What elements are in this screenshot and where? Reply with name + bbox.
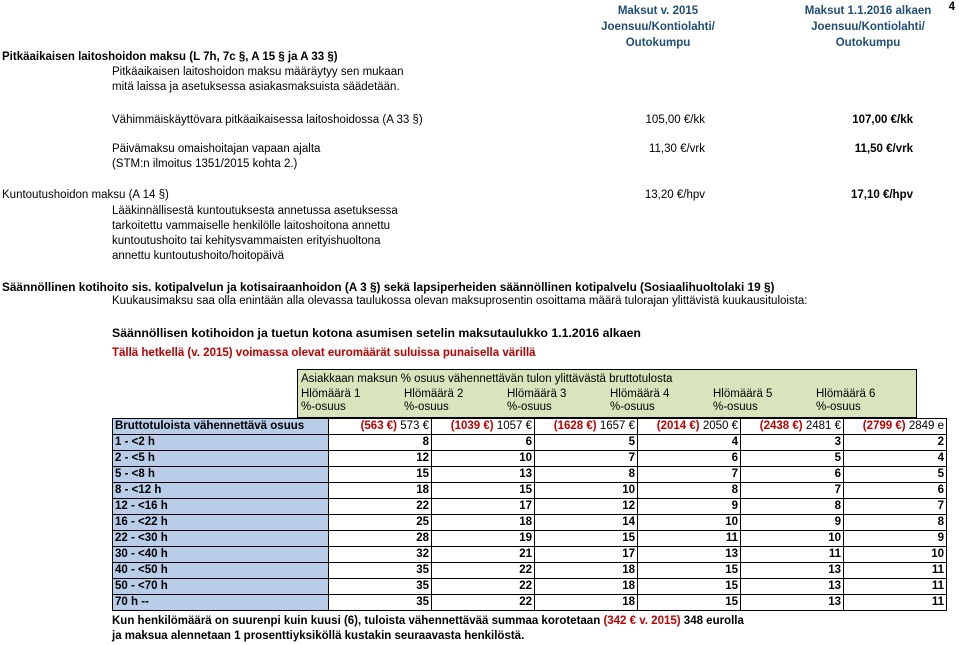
group-header xyxy=(713,388,772,414)
percent-cell: 4 xyxy=(638,435,741,451)
group-header xyxy=(507,388,566,414)
percent-cell: 11 xyxy=(638,531,741,547)
section-desc-line: mitä laissa ja asetuksessa asiakasmaksuista säädetään. xyxy=(112,81,400,93)
group-header-percent: %-osuus xyxy=(404,401,449,413)
percent-cell: 11 xyxy=(844,563,947,579)
footer-line2: ja maksua alennetaan 1 prosenttiyksiköllä kustakin seuraavasta henkilöstä. xyxy=(112,630,525,642)
percent-cell: 6 xyxy=(638,451,741,467)
table-header-box xyxy=(297,369,917,418)
percent-cell: 15 xyxy=(638,579,741,595)
percent-cell: 22 xyxy=(329,499,432,515)
percent-cell: 2 xyxy=(844,435,947,451)
table-row xyxy=(113,595,947,611)
group-header-persons: Hlömäärä 1 xyxy=(301,388,361,400)
group-header-percent: %-osuus xyxy=(816,401,861,413)
home-care-title: Säännöllinen kotihoito sis. kotipalvelun ja kotisairaanhoidon (A 3 §) sekä lapsiperheiden säännöllinen kotipalvelu (Sosiaalihuoltolaki 19 §) xyxy=(2,280,775,294)
group-header-persons: Hlömäärä 6 xyxy=(816,388,876,400)
table-row xyxy=(113,547,947,563)
group-header-persons: Hlömäärä 3 xyxy=(507,388,567,400)
hours-label: 50 - <70 h xyxy=(113,579,329,595)
percent-cell: 13 xyxy=(432,467,535,483)
income-prev-value: (563 €) xyxy=(360,420,398,432)
income-current-value: 573 € xyxy=(400,420,429,432)
group-header xyxy=(816,388,875,414)
hours-label: 16 - <22 h xyxy=(113,515,329,531)
group-header xyxy=(301,388,360,414)
section-desc-line: Pitkäaikaisen laitoshoidon maksu määräytyy sen mukaan xyxy=(112,66,404,78)
table-row xyxy=(113,499,947,515)
table-row xyxy=(113,563,947,579)
percent-cell: 8 xyxy=(844,515,947,531)
percent-cell: 15 xyxy=(535,531,638,547)
table-row xyxy=(113,531,947,547)
percent-cell: 18 xyxy=(535,595,638,611)
income-cell xyxy=(432,419,535,435)
income-prev-value: (1628 €) xyxy=(553,420,597,432)
hours-label: 2 - <5 h xyxy=(113,451,329,467)
percent-cell: 10 xyxy=(638,515,741,531)
percent-cell: 15 xyxy=(432,483,535,499)
percent-cell: 11 xyxy=(844,595,947,611)
footer-line1 xyxy=(112,615,744,627)
percent-cell: 17 xyxy=(432,499,535,515)
percent-cell: 7 xyxy=(741,483,844,499)
income-current-value: 1657 € xyxy=(599,420,635,432)
percent-cell: 22 xyxy=(432,579,535,595)
col-header-2015-line1: Maksut v. 2015 xyxy=(617,5,699,17)
income-prev-value: (2438 €) xyxy=(759,420,803,432)
group-header xyxy=(404,388,463,414)
group-header-persons: Hlömäärä 2 xyxy=(404,388,464,400)
percent-cell: 15 xyxy=(329,467,432,483)
table-row xyxy=(113,483,947,499)
percent-cell: 5 xyxy=(535,435,638,451)
income-row xyxy=(113,419,947,435)
income-row-label: Bruttotuloista vähennettävä osuus xyxy=(113,419,329,435)
col-header-2015 xyxy=(598,3,718,51)
percent-cell: 11 xyxy=(741,547,844,563)
percent-cell: 19 xyxy=(432,531,535,547)
percent-cell: 3 xyxy=(741,435,844,451)
group-header-percent: %-osuus xyxy=(610,401,655,413)
rehab-title: Kuntoutushoidon maksu (A 14 §) xyxy=(2,189,169,201)
percent-cell: 9 xyxy=(638,499,741,515)
min-allowance-2015: 105,00 €/kk xyxy=(645,114,705,126)
percent-cell: 12 xyxy=(535,499,638,515)
group-header-percent: %-osuus xyxy=(507,401,552,413)
daily-fee-2015: 11,30 €/vrk xyxy=(648,143,705,155)
percent-cell: 22 xyxy=(432,595,535,611)
income-prev-value: (2799 €) xyxy=(862,420,906,432)
percent-cell: 6 xyxy=(432,435,535,451)
hours-label: 5 - <8 h xyxy=(113,467,329,483)
hours-label: 30 - <40 h xyxy=(113,547,329,563)
income-prev-value: (2014 €) xyxy=(656,420,700,432)
income-current-value: 2849 e xyxy=(908,420,944,432)
hours-label: 1 - <2 h xyxy=(113,435,329,451)
percent-cell: 4 xyxy=(844,451,947,467)
percent-cell: 12 xyxy=(329,451,432,467)
table-row xyxy=(113,579,947,595)
percent-cell: 32 xyxy=(329,547,432,563)
table-row xyxy=(113,435,947,451)
percent-cell: 17 xyxy=(535,547,638,563)
min-allowance-label: Vähimmäiskäyttövara pitkäaikaisessa laitoshoidossa (A 33 §) xyxy=(112,114,423,126)
min-allowance-2016: 107,00 €/kk xyxy=(852,114,913,126)
percent-cell: 35 xyxy=(329,595,432,611)
percent-cell: 6 xyxy=(741,467,844,483)
table-row xyxy=(113,451,947,467)
percent-cell: 22 xyxy=(432,563,535,579)
percent-cell: 5 xyxy=(741,451,844,467)
percent-cell: 10 xyxy=(844,547,947,563)
percent-cell: 8 xyxy=(741,499,844,515)
col-header-2016-line1: Maksut 1.1.2016 alkaen xyxy=(804,5,932,17)
percent-cell: 9 xyxy=(844,531,947,547)
daily-fee-label-ref: (STM:n ilmoitus 1351/2015 kohta 2.) xyxy=(112,158,298,170)
footer-text: Kun henkilömäärä on suurenpi kuin kuusi (6), tuloista vähennettävää summaa korotetaan xyxy=(112,615,601,627)
percent-cell: 15 xyxy=(638,595,741,611)
percent-cell: 25 xyxy=(329,515,432,531)
percent-cell: 13 xyxy=(638,547,741,563)
percent-cell: 7 xyxy=(638,467,741,483)
footer-text: 348 eurolla xyxy=(683,615,744,627)
col-header-2015-line2: Joensuu/Kontiolahti/ xyxy=(601,21,715,33)
income-cell xyxy=(844,419,947,435)
col-header-2015-line3: Outokumpu xyxy=(625,37,691,49)
percent-cell: 8 xyxy=(638,483,741,499)
income-current-value: 2481 € xyxy=(805,420,841,432)
percent-cell: 10 xyxy=(432,451,535,467)
income-cell xyxy=(329,419,432,435)
percent-cell: 5 xyxy=(844,467,947,483)
percent-cell: 8 xyxy=(329,435,432,451)
section-title-long-term-care: Pitkäaikaisen laitoshoidon maksu (L 7h, 7c §, A 15 § ja A 33 §) xyxy=(2,51,338,63)
income-current-value: 2050 € xyxy=(702,420,738,432)
income-cell xyxy=(638,419,741,435)
income-current-value: 1057 € xyxy=(496,420,532,432)
percent-cell: 35 xyxy=(329,579,432,595)
percent-cell: 9 xyxy=(741,515,844,531)
group-header-persons: Hlömäärä 5 xyxy=(713,388,773,400)
col-header-2016 xyxy=(803,3,933,51)
page-number: 4 xyxy=(948,1,955,13)
rehab-desc-line: tarkoitettu vammaiselle henkilölle laitoshoitona annettu xyxy=(112,220,391,232)
rehab-desc-line: annettu kuntoutushoito/hoitopäivä xyxy=(112,250,284,262)
percent-cell: 7 xyxy=(535,451,638,467)
group-header-percent: %-osuus xyxy=(301,401,346,413)
percent-cell: 6 xyxy=(844,483,947,499)
group-header xyxy=(610,388,669,414)
percent-cell: 35 xyxy=(329,563,432,579)
hours-label: 12 - <16 h xyxy=(113,499,329,515)
percent-cell: 7 xyxy=(844,499,947,515)
table-row xyxy=(113,467,947,483)
table-row xyxy=(113,515,947,531)
footer-red-amount: (342 € v. 2015) xyxy=(603,615,681,627)
group-header-persons: Hlömäärä 4 xyxy=(610,388,670,400)
percent-cell: 13 xyxy=(741,579,844,595)
rehab-2015: 13,20 €/hpv xyxy=(644,189,705,201)
percent-cell: 18 xyxy=(535,579,638,595)
income-prev-value: (1039 €) xyxy=(450,420,494,432)
rehab-2016: 17,10 €/hpv xyxy=(850,189,913,201)
percent-cell: 10 xyxy=(741,531,844,547)
hours-label: 40 - <50 h xyxy=(113,563,329,579)
daily-fee-label: Päivämaksu omaishoitajan vapaan ajalta xyxy=(112,143,321,155)
percent-cell: 18 xyxy=(329,483,432,499)
percent-cell: 14 xyxy=(535,515,638,531)
daily-fee-2016: 11,50 €/vrk xyxy=(854,143,913,155)
percent-cell: 13 xyxy=(741,595,844,611)
income-cell xyxy=(741,419,844,435)
col-header-2016-line2: Joensuu/Kontiolahti/ xyxy=(811,21,925,33)
col-header-2016-line3: Outokumpu xyxy=(835,37,901,49)
hours-label: 8 - <12 h xyxy=(113,483,329,499)
hours-label: 22 - <30 h xyxy=(113,531,329,547)
percent-cell: 13 xyxy=(741,563,844,579)
percent-cell: 28 xyxy=(329,531,432,547)
fee-table-title: Säännöllisen kotihoidon ja tuetun kotona asumisen setelin maksutaulukko 1.1.2016 alkaen xyxy=(112,326,641,340)
percent-cell: 21 xyxy=(432,547,535,563)
percent-cell: 15 xyxy=(638,563,741,579)
home-care-desc: Kuukausimaksu saa olla enintään alla olevassa taulukossa olevan maksuprosentin osoittama määrä tulorajan ylittävistä kuukausituloista: xyxy=(112,295,808,307)
red-note: Tällä hetkellä (v. 2015) voimassa olevat euromäärät suluissa punaisella värillä xyxy=(112,347,536,359)
hours-label: 70 h -- xyxy=(113,595,329,611)
percent-cell: 10 xyxy=(535,483,638,499)
percent-cell: 11 xyxy=(844,579,947,595)
percent-cell: 18 xyxy=(535,563,638,579)
rehab-desc-line: kuntoutushoito tai kehitysvammaisten erityishuoltona xyxy=(112,235,381,247)
income-cell xyxy=(535,419,638,435)
fee-table xyxy=(112,418,947,611)
percent-cell: 18 xyxy=(432,515,535,531)
table-header-title: Asiakkaan maksun % osuus vähennettävän tulon ylittävästä bruttotulosta xyxy=(301,373,673,385)
rehab-desc-line: Lääkinnällisestä kuntoutuksesta annetussa asetuksessa xyxy=(112,205,398,217)
group-header-percent: %-osuus xyxy=(713,401,758,413)
percent-cell: 8 xyxy=(535,467,638,483)
